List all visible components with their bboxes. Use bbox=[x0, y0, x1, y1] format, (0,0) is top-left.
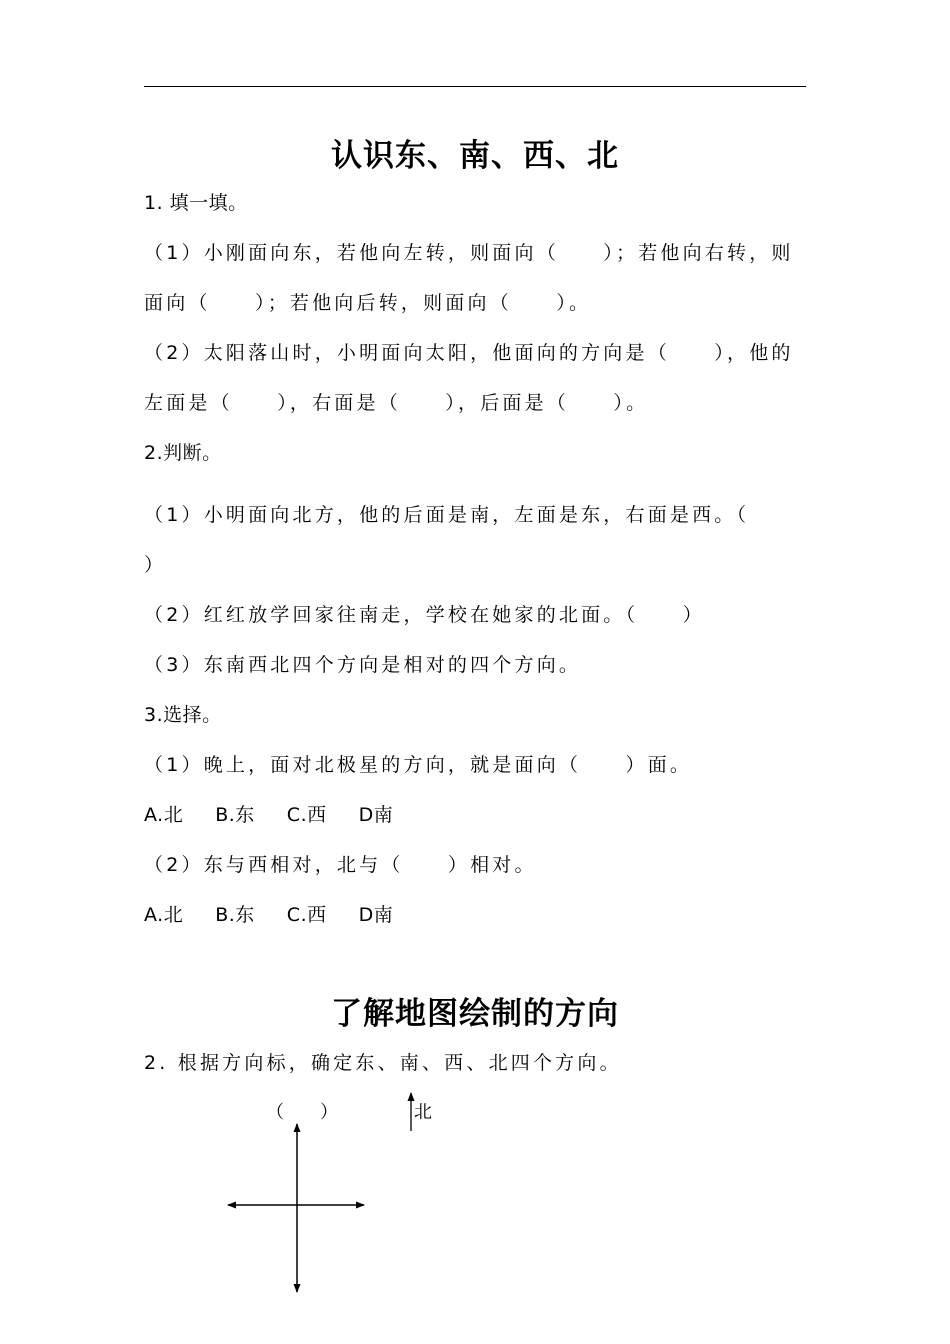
option-d: D南 bbox=[358, 904, 394, 926]
question-2-part-1-line-1: （1）小明面向北方，他的后面是南，左面是东，右面是西。（ bbox=[144, 504, 750, 526]
question-2-part-1-line-2: ） bbox=[144, 554, 164, 576]
question-1-part-2-line-2: 左面是（ ），右面是（ ），后面是（ ）。 bbox=[144, 392, 649, 414]
north-marker-label: 北 bbox=[414, 1102, 432, 1123]
north-blank-label: （ ） bbox=[266, 1102, 338, 1123]
option-d: D南 bbox=[358, 804, 394, 826]
question-3-part-2: （2）东与西相对，北与（ ）相对。 bbox=[144, 854, 537, 876]
question-2-part-3: （3）东南西北四个方向是相对的四个方向。 bbox=[144, 654, 582, 676]
question-2-heading: 2.判断。 bbox=[144, 442, 222, 464]
option-a: A.北 bbox=[144, 904, 184, 926]
question-1-heading: 1. 填一填。 bbox=[144, 192, 248, 214]
question-2-part-2: （2）红红放学回家往南走，学校在她家的北面。（ ） bbox=[144, 604, 705, 626]
question-1-part-1-line-2: 面向（ ）；若他向后转，则面向（ ）。 bbox=[144, 292, 592, 314]
section-title-directions: 认识东、南、西、北 bbox=[331, 138, 619, 174]
question-1-part-2-line-1: （2）太阳落山时，小明面向太阳，他面向的方向是（ ），他的 bbox=[144, 342, 794, 364]
option-c: C.西 bbox=[286, 804, 327, 826]
option-c: C.西 bbox=[286, 904, 327, 926]
question-1-part-1-line-1: （1）小刚面向东，若他向左转，则面向（ ）；若他向右转，则 bbox=[144, 242, 794, 264]
section-title-map-directions: 了解地图绘制的方向 bbox=[331, 996, 619, 1032]
question-3-part-1: （1）晚上，面对北极星的方向，就是面向（ ）面。 bbox=[144, 754, 693, 776]
option-b: B.东 bbox=[215, 804, 255, 826]
question-3-heading: 3.选择。 bbox=[144, 704, 222, 726]
option-b: B.东 bbox=[215, 904, 255, 926]
map-question-heading: 2. 根据方向标，确定东、南、西、北四个方向。 bbox=[144, 1052, 622, 1074]
option-a: A.北 bbox=[144, 804, 184, 826]
